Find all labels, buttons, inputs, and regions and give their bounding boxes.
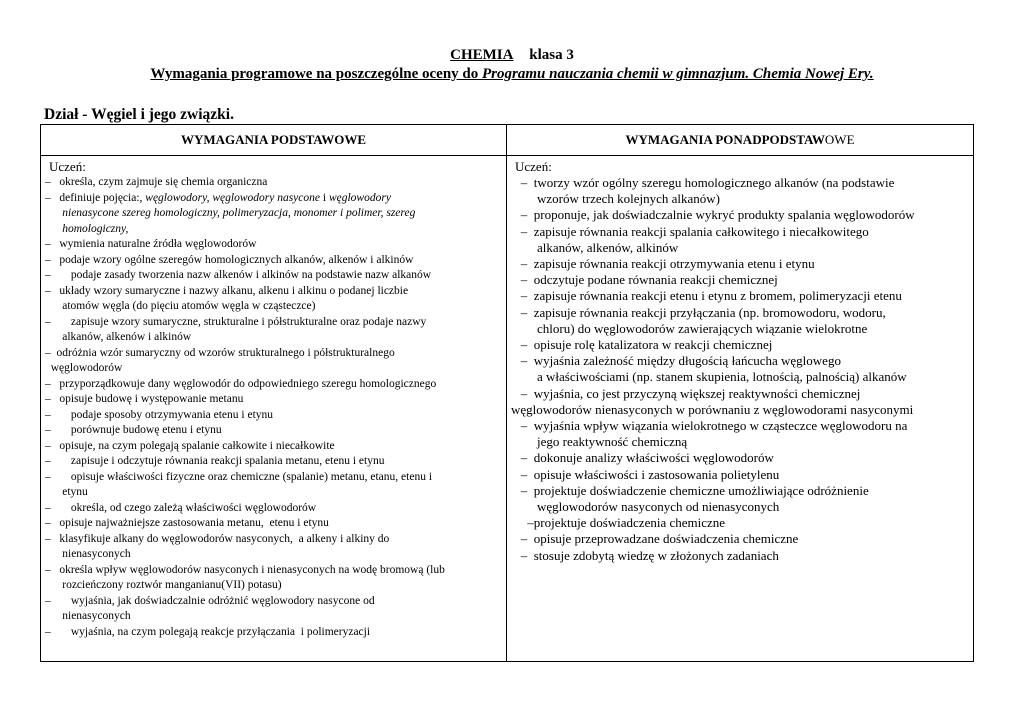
- list-item: – podaje sposoby otrzymywania etenu i etynu: [45, 408, 274, 421]
- extended-requirements-cell: [507, 156, 974, 662]
- list-item: nienasycone szereg homologiczny, polimeryzacja, monomer i polimer, szereg: [45, 207, 416, 219]
- list-item: – wyjaśnia wpływ wiązania wielokrotnego w cząsteczce węglowodoru na: [511, 418, 908, 434]
- list-item: – proponuje, jak doświadczalnie wykryć produkty spalania węglowodorów: [511, 207, 915, 223]
- list-item: – projektuje doświadczenie chemiczne umożliwiające odróżnienie: [511, 482, 869, 498]
- list-item: – zapisuje wzory sumaryczne, strukturalne i półstrukturalne oraz podaje nazwy: [45, 315, 427, 328]
- list-item: – opisuje właściwości i zastosowania polietylenu: [511, 466, 780, 482]
- list-item: alkanów, alkenów, alkinów: [511, 239, 679, 255]
- list-item: – porównuje budowę etenu i etynu: [45, 424, 222, 436]
- list-item: – opisuje, na czym polegają spalanie całkowite i niecałkowite: [45, 439, 335, 452]
- subtitle-plain: Wymagania programowe na poszczególne oceny do: [150, 66, 483, 82]
- list-item: – definiuje pojęcia:, węglowodory, węglowodory nasycone i węglowodory: [45, 191, 391, 204]
- list-item: – odróżnia wzór sumaryczny od wzorów strukturalnego i półstrukturalnego: [45, 346, 395, 359]
- list-item: – wyjaśnia zależność między długością łańcucha węglowego: [511, 353, 841, 369]
- list-item: – zapisuje równania reakcji przyłączania (np. bromowodoru, wodoru,: [511, 304, 886, 320]
- list-item: –projektuje doświadczenia chemiczne: [511, 515, 726, 531]
- list-item: – stosuje zdobytą wiedzę w złożonych zadaniach: [511, 547, 779, 563]
- list-item: chloru) do węglowodorów zawierających wiązanie wielokrotne: [511, 320, 868, 336]
- list-item: węglowodorów nasyconych od nienasyconych: [511, 499, 780, 515]
- student-label: Uczeń:: [49, 159, 86, 174]
- header-extended: WYMAGANIA PONADPODSTAWOWE: [507, 125, 974, 156]
- list-item: nienasyconych: [45, 548, 131, 560]
- list-item: nienasyconych: [45, 610, 131, 622]
- list-item: – zapisuje równania reakcji otrzymywania etenu i etynu: [511, 256, 815, 272]
- student-label: Uczeń:: [515, 159, 552, 174]
- list-item: – opisuje najważniejsze zastosowania metanu, etenu i etynu: [45, 517, 329, 529]
- section-heading: Dział - Węgiel i jego związki.: [44, 106, 234, 123]
- list-item: – opisuje rolę katalizatora w reakcji chemicznej: [511, 337, 773, 353]
- list-item: – podaje zasady tworzenia nazw alkenów i alkinów na podstawie nazw alkanów: [45, 269, 432, 281]
- list-item: alkanów, alkenów i alkinów: [45, 331, 192, 343]
- list-item: a właściwościami (np. stanem skupienia, lotnością, palnością) alkanów: [511, 369, 907, 385]
- list-item: homologiczny,: [45, 222, 129, 235]
- list-item: – klasyfikuje alkany do węglowodorów nasyconych, a alkeny i alkiny do: [45, 532, 390, 545]
- list-item: – układy wzory sumaryczne i nazwy alkanu, alkenu i alkinu o podanej liczbie: [45, 284, 409, 297]
- list-item: – określa, czym zajmuje się chemia organiczna: [45, 176, 268, 188]
- requirements-table: [40, 124, 974, 662]
- list-item: – opisuje przeprowadzane doświadczenia chemiczne: [511, 531, 799, 547]
- subject-title: CHEMIA: [450, 47, 514, 63]
- list-item: atomów węgla (do pięciu atomów węgla w cząsteczce): [45, 300, 316, 312]
- list-item: – wyjaśnia, co jest przyczyną większej reaktywności chemicznej: [511, 385, 861, 401]
- list-item: – dokonuje analizy właściwości węglowodorów: [511, 450, 774, 466]
- list-item: – określa wpływ węglowodorów nasyconych i nienasyconych na wodę bromową (lub: [45, 563, 445, 576]
- doc-subtitle: [0, 65, 1024, 83]
- list-item: etynu: [45, 486, 88, 498]
- list-item: – wymienia naturalne źródła węglowodorów: [45, 238, 257, 250]
- list-item: – opisuje właściwości fizyczne oraz chemiczne (spalanie) metanu, etanu, etenu i: [45, 470, 433, 483]
- list-item: – odczytuje podane równania reakcji chemicznej: [511, 272, 778, 288]
- basic-requirements-cell: [41, 156, 507, 662]
- list-item: – zapisuje równania reakcji etenu i etynu z bromem, polimeryzacji etenu: [511, 288, 902, 304]
- list-item: węglowodorów nienasyconych w porównaniu z węglowodorami nasyconymi: [511, 401, 914, 417]
- subtitle-italic: Programu nauczania chemii w gimnazjum. Chemia Nowej Ery.: [482, 66, 874, 82]
- list-item: – zapisuje i odczytuje równania reakcji spalania metanu, etenu i etynu: [45, 455, 385, 467]
- list-item: – opisuje budowę i występowanie metanu: [45, 393, 244, 405]
- list-item: wzorów trzech kolejnych alkanów): [511, 191, 721, 207]
- header-basic: WYMAGANIA PODSTAWOWE: [41, 125, 507, 156]
- basic-list: [41, 156, 506, 640]
- extended-list: [507, 156, 973, 564]
- list-item: jego reaktywność chemiczną: [511, 434, 688, 450]
- list-item: – przyporządkowuje dany węglowodór do odpowiedniego szeregu homologicznego: [45, 377, 437, 390]
- list-item: – wyjaśnia, jak doświadczalnie odróżnić węglowodory nasycone od: [45, 594, 375, 607]
- list-item: – tworzy wzór ogólny szeregu homologicznego alkanów (na podstawie: [511, 175, 895, 190]
- list-item: – zapisuje równania reakcji spalania całkowitego i niecałkowitego: [511, 223, 869, 239]
- grade-label: klasa 3: [529, 47, 574, 63]
- list-item: – wyjaśnia, na czym polegają reakcje przyłączania i polimeryzacji: [45, 625, 371, 638]
- list-item: – podaje wzory ogólne szeregów homologicznych alkanów, alkenów i alkinów: [45, 253, 414, 266]
- list-item: węglowodorów: [45, 362, 123, 374]
- list-item: – określa, od czego zależą właściwości węglowodorów: [45, 501, 317, 514]
- doc-title: [0, 46, 1024, 64]
- list-item: rozcieńczony roztwór manganianu(VII) potasu): [45, 579, 282, 591]
